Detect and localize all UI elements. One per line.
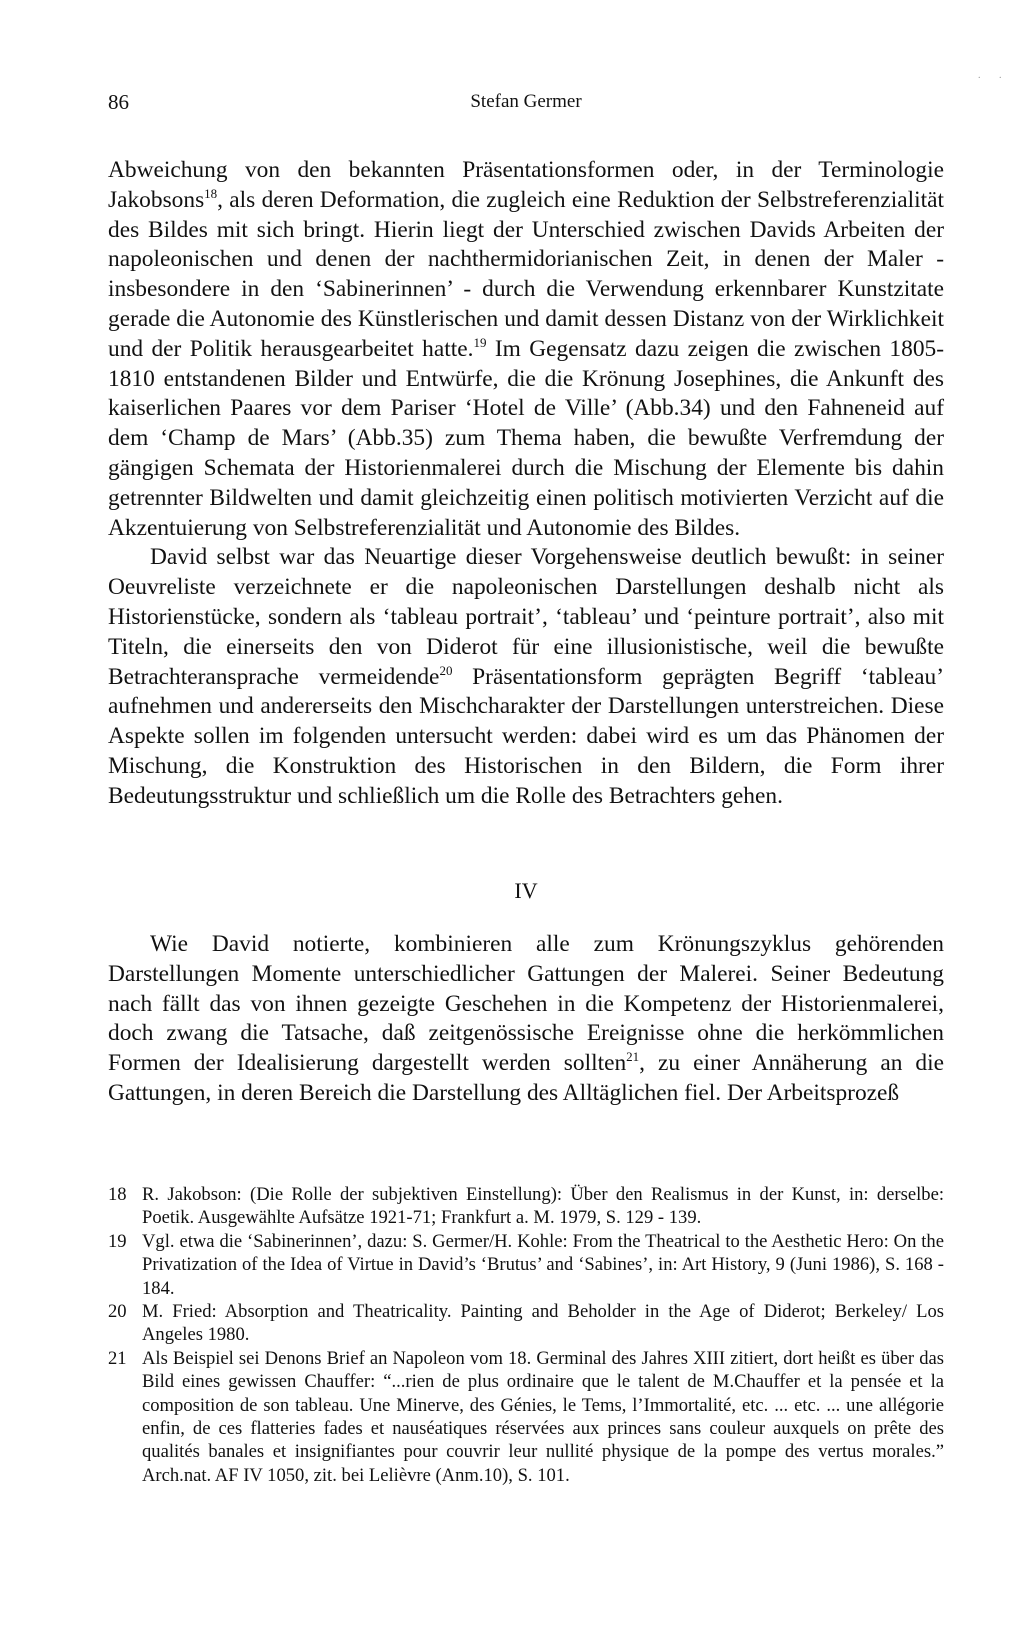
footnote-ref-18[interactable]: 18 xyxy=(204,185,218,201)
text-run: , zu einer Annäherung an die Gattungen, in deren Bereich die Darstellung des Alltäglichen fiel. Der Arbeitsprozeß xyxy=(108,1050,945,1106)
footnote-ref-19[interactable]: 19 xyxy=(473,334,487,350)
footnote-text: Als Beispiel sei Denons Brief an Napoleon vom 18. Germinal des Jahres XIII zitiert, dort heißt es über das Bild eines gewissen Chauffer: “...rien de plus ordinaire que le talent de M.Chauffer et la pensée et la composition de son tableau. Une Minerve, des Génies, le Tems, l’Immortalité, etc. ... etc. ... une allégorie enfin, de ces flatteries fades et nauséatiques réservées aux princes sans couleur auxquels on prête des qualités banales et insignifiantes pour couvrir leur nullité physique de la pompe des vertus morales.” Arch.nat. AF IV 1050, zit. bei Lelièvre (Anm.10), S. 101. xyxy=(142,1347,944,1486)
paragraph-kroenungszyklus xyxy=(108,930,944,1109)
text-run: Präsentationsform geprägten Begriff ‘tableau’ aufnehmen und andererseits den Mischcharakter der Darstellungen unterstreichen. Diese Aspekte sollen im folgenden untersucht werden: dabei wird es um das Phänomen der Mischung, die Konstruktion des Historischen in den Bildern, die Form ihrer Bedeutungsstruktur und schließlich um die Rolle des Betrachters gehen. xyxy=(108,663,945,809)
page-number: 86 xyxy=(108,90,129,114)
footnotes xyxy=(108,1183,944,1487)
footnote-21 xyxy=(108,1347,944,1487)
footnote-number: 19 xyxy=(108,1230,127,1252)
paragraph-david-oeuvreliste xyxy=(108,543,944,811)
body-text xyxy=(108,156,944,812)
scan-artifact-marks: . . xyxy=(978,70,1010,81)
footnote-ref-20[interactable]: 20 xyxy=(439,662,453,678)
running-head-author: Stefan Germer xyxy=(470,91,582,112)
footnote-19 xyxy=(108,1230,944,1300)
footnote-20 xyxy=(108,1300,944,1347)
footnote-ref-21[interactable]: 21 xyxy=(626,1049,640,1065)
footnote-text: R. Jakobson: (Die Rolle der subjektiven Einstellung): Über den Realismus in der Kunst, in: derselbe: Poetik. Ausgewählte Aufsätze 1921-71; Frankfurt a. M. 1979, S. 129 - 139. xyxy=(142,1184,944,1229)
footnote-number: 20 xyxy=(108,1301,127,1323)
section-heading: IV xyxy=(514,878,538,903)
text-run: Wie David notierte, kombinieren alle zum Krönungszyklus gehörenden Darstellungen Momente unterschiedlicher Gattungen der Malerei. Seiner Bedeutung nach fällt das von ihnen gezeigte Geschehen in die Kompetenz der Historienmalerei, doch zwang die Tatsache, daß zeitgenössische Ereignisse ohne die herkömmlichen Formen der Idealisierung dargestellt werden sollten xyxy=(108,931,944,1077)
text-run: David selbst war das Neuartige dieser Vorgehensweise deutlich bewußt: in seiner Oeuvreliste verzeichnete er die napoleonischen Darstellungen deshalb nicht als Historienstücke, sondern als ‘tableau portrait’, ‘tableau’ und ‘peinture portrait’, also mit Titeln, die einerseits den von Diderot für eine illusionistische, weil die bewußte Betrachteransprache vermeidende xyxy=(108,544,944,690)
paragraph-continued xyxy=(108,156,944,543)
text-run: Abweichung von den bekannten Präsentationsformen oder, in der Terminologie Jakobsons xyxy=(108,157,944,213)
footnote-text: Vgl. etwa die ‘Sabinerinnen’, dazu: S. Germer/H. Kohle: From the Theatrical to the Aesthetic Hero: On the Privatization of the Idea of Virtue in David’s ‘Brutus’ and ‘Sabines’, in: Art History, 9 (Juni 1986), S. 168 - 184. xyxy=(142,1230,944,1299)
text-run: , als deren Deformation, die zugleich eine Reduktion der Selbstreferenzialität des Bildes mit sich bringt. Hierin liegt der Unterschied zwischen Davids Arbeiten der napoleonischen und denen der nachthermidorianischen Zeit, in denen der Maler - insbesondere in den ‘Sabinerinnen’ - durch die Verwendung erkennbarer Kunstzitate gerade die Autonomie des Künstlerischen und damit dessen Distanz von der Wirklichkeit und der Politik herausgearbeitet hatte. xyxy=(108,186,944,362)
footnote-18 xyxy=(108,1183,944,1230)
running-head xyxy=(108,90,944,120)
section-text xyxy=(108,930,944,1109)
text-run: Im Gegensatz dazu zeigen die zwischen 1805-1810 entstandenen Bilder und Entwürfe, die die Krönung Josephines, die Ankunft des kaiserlichen Paares vor dem Pariser ‘Hotel de Ville’ (Abb.34) und den Fahneneid auf dem ‘Champ de Mars’ (Abb.35) zum Thema haben, die bewußte Verfremdung der gängigen Schemata der Historienmalerei durch die Mischung der Elemente bis dahin getrennter Bildwelten und damit gleichzeitig einen politisch motivierten Verzicht auf die Akzentuierung von Selbstreferenzialität und Autonomie des Bildes. xyxy=(108,335,944,541)
footnote-text: M. Fried: Absorption and Theatricality. Painting and Beholder in the Age of Diderot; Berkeley/ Los Angeles 1980. xyxy=(142,1301,944,1346)
footnote-number: 21 xyxy=(108,1347,127,1369)
footnote-number: 18 xyxy=(108,1184,127,1205)
